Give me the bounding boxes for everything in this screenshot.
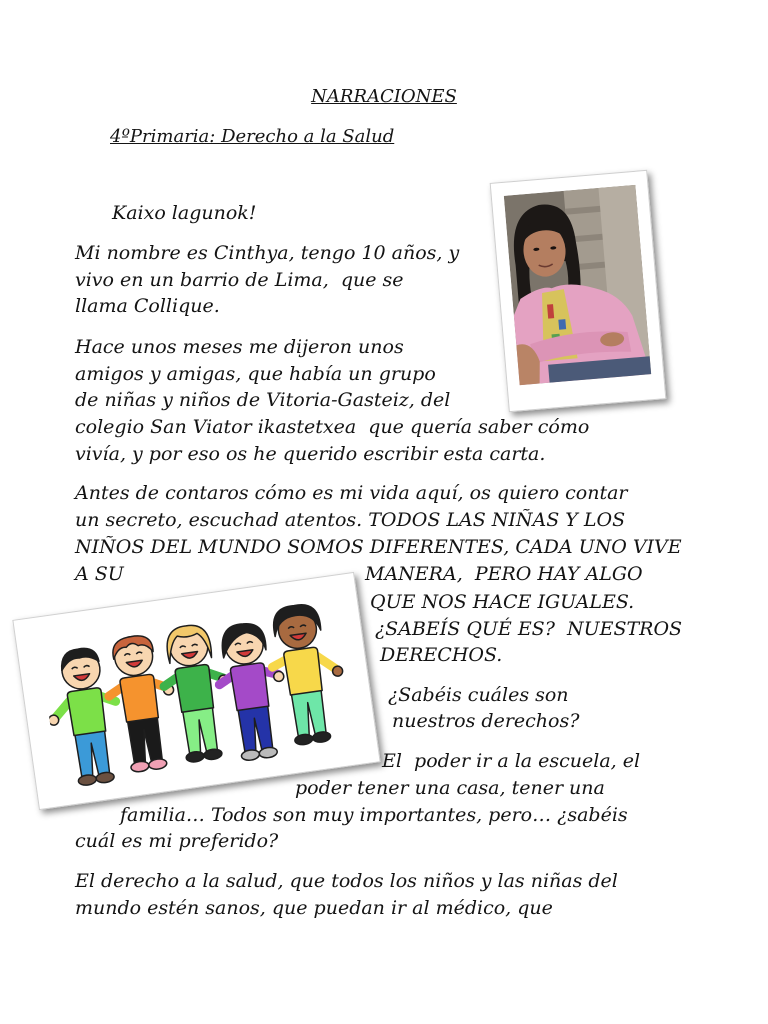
document-title: NARRACIONES [311,86,457,107]
letter-line: familia… Todos son muy importantes, pero… ¿sabéis [120,804,628,826]
girl-photo [504,185,651,385]
letter-line: amigos y amigas, que había un grupo [75,363,436,385]
letter-line: El poder ir a la escuela, el [382,750,641,772]
letter-line: llama Collique. [75,295,220,317]
letter-line: poder tener una casa, tener una [295,777,605,799]
letter-line: QUE NOS HACE IGUALES. [370,591,635,613]
letter-line: mundo estén sanos, que puedan ir al médico, que [75,897,553,919]
children-clipart-frame [12,572,380,810]
letter-line: Antes de contaros cómo es mi vida aquí, os quiero contar [75,482,628,504]
letter-line: Hace unos meses me dijeron unos [75,336,404,358]
letter-line: un secreto, escuchad atentos. TODOS LAS NIÑAS Y LOS [75,509,626,531]
girl-photo-frame [490,170,667,412]
letter-line: cuál es mi preferido? [75,830,279,852]
children-clipart [37,590,357,795]
letter-line: vivía, y por eso os he querido escribir esta carta. [75,443,546,465]
letter-line: nuestros derechos? [392,710,580,732]
letter-line: ¿SABEÍS QUÉ ES? NUESTROS [375,618,683,640]
letter-line: de niñas y niños de Vitoria-Gasteiz, del [75,389,451,411]
letter-line: MANERA, PERO HAY ALGO [365,563,643,585]
letter-line: ¿Sabéis cuáles son [388,684,569,706]
document-subtitle: 4ºPrimaria: Derecho a la Salud [110,126,395,147]
letter-line: Mi nombre es Cinthya, tengo 10 años, y [75,242,460,264]
letter-line: A SU [75,563,124,585]
greeting: Kaixo lagunok! [112,202,257,224]
letter-line: vivo en un barrio de Lima, que se [75,269,404,291]
letter-line: colegio San Viator ikastetxea que quería saber cómo [75,416,590,438]
letter-line: El derecho a la salud, que todos los niños y las niñas del [75,870,618,892]
letter-line: DERECHOS. [380,644,503,666]
letter-line: NIÑOS DEL MUNDO SOMOS DIFERENTES, CADA UNO VIVE [75,536,682,558]
child-figure [39,645,126,789]
